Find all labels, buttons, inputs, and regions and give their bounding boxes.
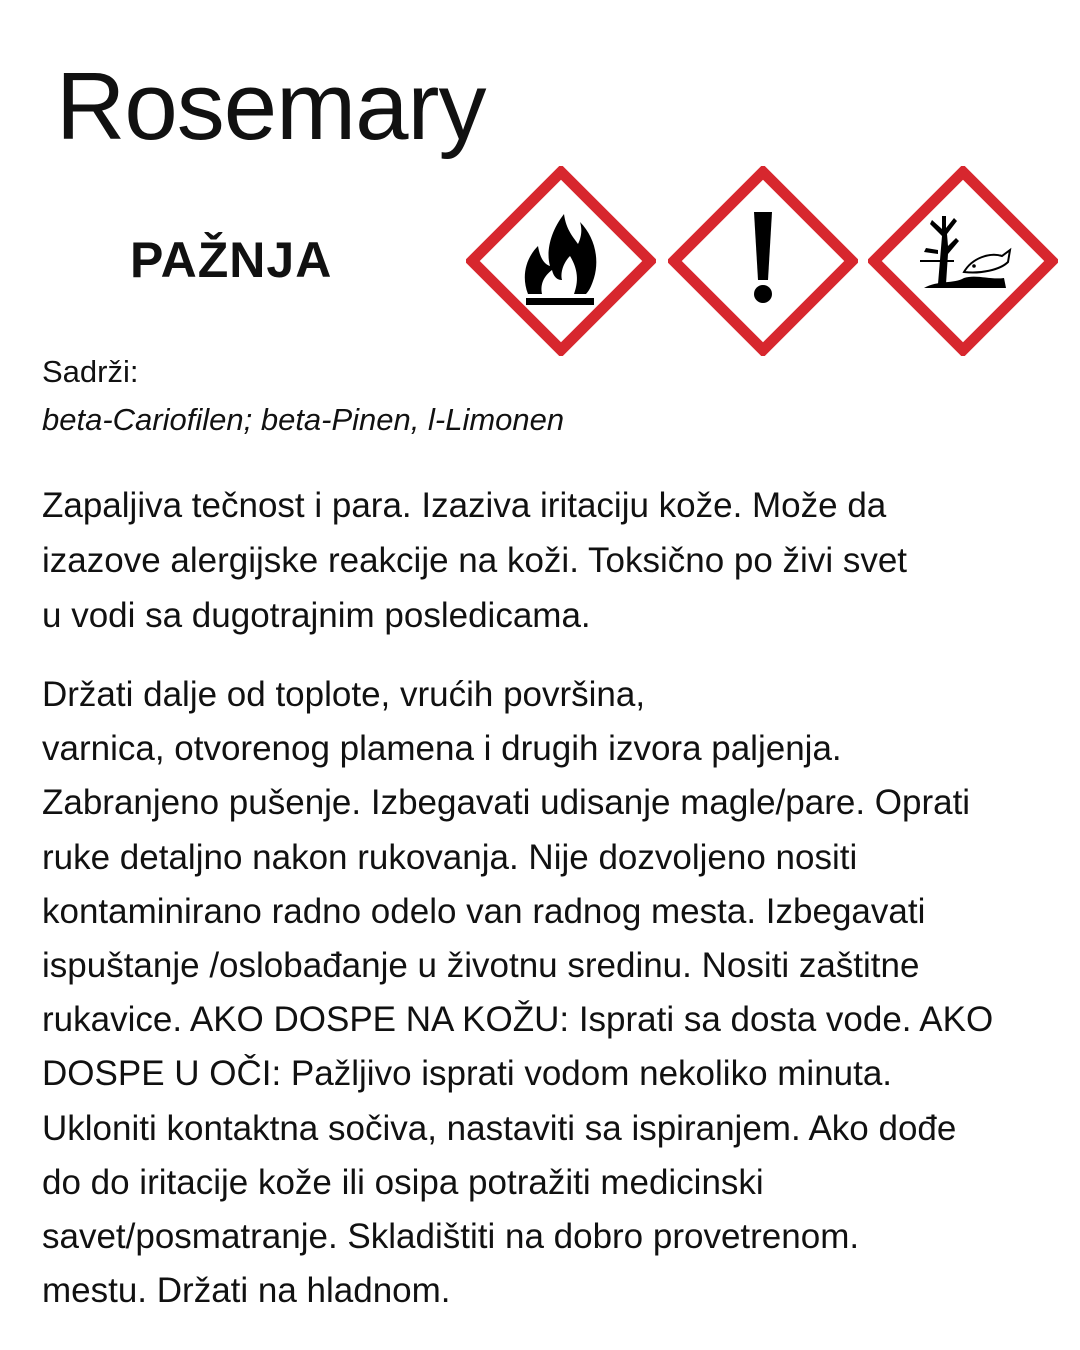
ingredients-list: beta-Cariofilen; beta-Pinen, l-Limonen <box>42 402 565 437</box>
contains-label: Sadrži: <box>42 354 139 389</box>
hazard-line: u vodi sa dugotrajnim posledicama. <box>42 596 591 635</box>
flame-pictogram <box>466 166 656 356</box>
hazard-line: Zapaljiva tečnost i para. Izaziva iritaciju kože. Može da <box>42 486 887 525</box>
precaution-line: do do iritacije kože ili osipa potražiti medicinski <box>42 1162 764 1202</box>
precaution-line: Držati dalje od toplote, vrućih površina, <box>42 675 646 714</box>
precaution-line: Ukloniti kontaktna sočiva, nastaviti sa ispiranjem. Ako dođe <box>42 1108 957 1148</box>
exclamation-pictogram <box>668 166 858 356</box>
precaution-line: kontaminirano radno odelo van radnog mesta. Izbegavati <box>42 891 926 931</box>
hazard-statements <box>42 478 1052 643</box>
precaution-line: mestu. Držati na hladnom. <box>42 1271 451 1311</box>
precaution-line: DOSPE U OČI: Pažljivo isprati vodom nekoliko minuta. <box>42 1054 893 1094</box>
precaution-line: ruke detaljno nakon rukovanja. Nije dozvoljeno nositi <box>42 837 858 877</box>
precaution-line: rukavice. AKO DOSPE NA KOŽU: Isprati sa dosta vode. AKO <box>42 1000 994 1040</box>
precaution-line: savet/posmatranje. Skladištiti na dobro provetrenom. <box>42 1217 860 1257</box>
ghs-pictograms <box>466 166 1058 356</box>
precaution-line: varnica, otvorenog plamena i drugih izvora paljenja. <box>42 729 842 769</box>
precautionary-statements <box>42 668 1062 1318</box>
environment-icon <box>868 166 1058 356</box>
environment-pictogram <box>868 166 1058 356</box>
product-name: Rosemary <box>56 53 486 160</box>
signal-word: PAŽNJA <box>130 232 333 288</box>
hazard-line: izazove alergijske reakcije na koži. Toksično po živi svet <box>42 541 908 580</box>
precaution-line: Zabranjeno pušenje. Izbegavati udisanje magle/pare. Oprati <box>42 783 971 823</box>
precaution-line: ispuštanje /oslobađanje u životnu sredinu. Nositi zaštitne <box>42 946 920 986</box>
flame-icon <box>466 166 656 356</box>
exclamation-mark-icon <box>668 166 858 356</box>
